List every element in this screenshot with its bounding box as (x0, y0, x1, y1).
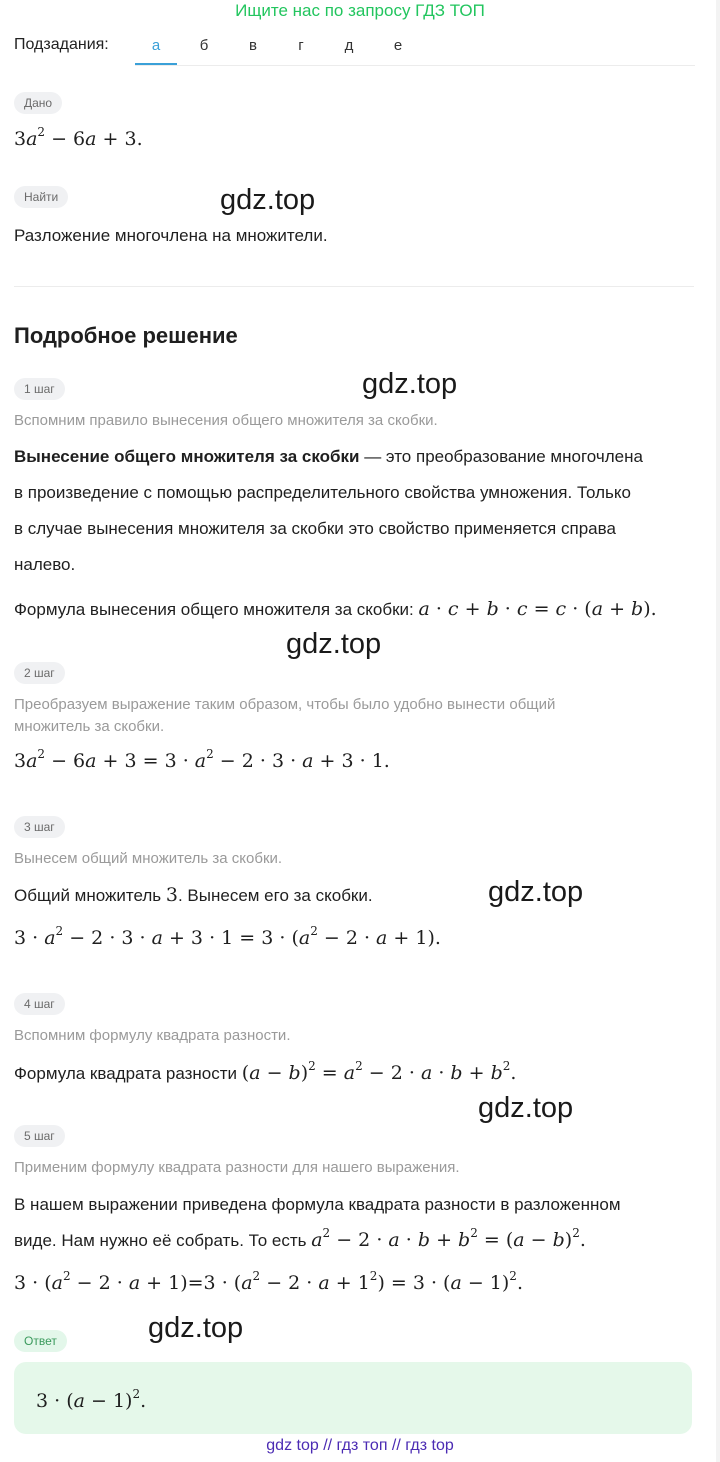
tab-a[interactable]: а (151, 37, 161, 54)
collapsed-formula: $a^2 - 2 \cdot a \cdot b + b^2 = (a - b)^2$. (311, 1226, 586, 1251)
distributive-formula: a · c + b · c = c · (a + b). (418, 598, 657, 620)
step-1-badge: 1 шаг (14, 378, 65, 400)
answer-expression: $3 \cdot (a - 1)^2$. (36, 1387, 147, 1412)
watermark: gdz.top (478, 1092, 574, 1124)
find-text: Разложение многочлена на множители. (14, 226, 328, 245)
step-1-formula (14, 591, 657, 628)
step-5-line-2-text: виде. Нам нужно её собрать. То есть (14, 1231, 307, 1250)
square-difference-label: Формула квадрата разности (14, 1064, 238, 1083)
tab-g[interactable]: г (298, 37, 304, 54)
watermark: gdz.top (362, 368, 458, 400)
step-1-definition-line-4: налево. (14, 555, 76, 574)
step-3-expression: $3 \cdot a^2 - 2 \cdot 3 \cdot a + 3 \cdot 1 = 3 \cdot (a^2 - 2 \cdot a + 1)$. (14, 924, 441, 949)
step-5-hint: Применим формулу квадрата разности для нашего выражения. (14, 1159, 460, 1176)
step-3-text (14, 877, 373, 914)
footer-links: gdz top // гдз топ // гдз top (266, 1437, 454, 1454)
step-2-hint-line-1: Преобразуем выражение таким образом, чтобы было удобно вынести общий (14, 696, 556, 713)
step-2-expression: $3a^2 - 6a + 3 = 3 \cdot a^2 - 2 \cdot 3 \cdot a + 3 \cdot 1$. (14, 747, 390, 772)
find-badge: Найти (14, 186, 68, 208)
step-5-badge: 5 шаг (14, 1125, 65, 1147)
definition-text: — это преобразование многочлена (359, 447, 643, 466)
watermark: gdz.top (148, 1312, 244, 1344)
answer-badge: Ответ (14, 1330, 67, 1352)
tabs-divider (135, 65, 695, 66)
subtasks-label: Подзадания: (14, 36, 109, 53)
square-difference-formula: $(a - b)^2 = a^2 - 2 \cdot a \cdot b + b^2$. (241, 1059, 517, 1084)
scrollbar-track[interactable] (716, 0, 720, 1462)
step-5-line-1: В нашем выражении приведена формула квадрата разности в разложенном (14, 1195, 621, 1214)
formula-label: Формула вынесения общего множителя за скобки: (14, 600, 414, 619)
search-banner: Ищите нас по запросу ГДЗ ТОП (235, 1, 485, 20)
step-5-line-2 (14, 1222, 586, 1259)
step-3-badge: 3 шаг (14, 816, 65, 838)
section-divider (14, 286, 694, 287)
step-4-hint: Вспомним формулу квадрата разности. (14, 1027, 291, 1044)
step-5-expression: $3 \cdot (a^2 - 2 \cdot a + 1)=3 \cdot (a^2 - 2 \cdot a + 1^2) = 3 \cdot (a - 1)^2$. (14, 1269, 523, 1294)
step-4-text (14, 1055, 516, 1092)
step-1-definition-line-3: в случае вынесения множителя за скобки это свойство применяется справа (14, 519, 616, 538)
step-3-hint: Вынесем общий множитель за скобки. (14, 850, 283, 867)
common-factor-label: Общий множитель (14, 886, 162, 905)
step-2-hint-line-2: множитель за скобки. (14, 718, 165, 735)
given-expression: $3a^2 - 6a + 3$. (14, 125, 143, 150)
step-1-definition-line-1 (14, 439, 643, 475)
common-factor-text: . Вынесем его за скобки. (177, 886, 373, 905)
common-factor-value: 3 (165, 884, 178, 906)
solution-heading: Подробное решение (14, 323, 238, 348)
tab-b[interactable]: б (199, 37, 209, 54)
watermark: gdz.top (488, 876, 584, 908)
tab-v[interactable]: в (249, 37, 257, 54)
watermark: gdz.top (220, 184, 316, 216)
step-4-badge: 4 шаг (14, 993, 65, 1015)
given-badge: Дано (14, 92, 62, 114)
definition-term: Вынесение общего множителя за скобки (14, 447, 360, 466)
tab-d[interactable]: д (344, 37, 354, 54)
tab-e[interactable]: е (393, 37, 403, 54)
watermark: gdz.top (286, 628, 382, 660)
step-2-badge: 2 шаг (14, 662, 65, 684)
step-1-definition-line-2: в произведение с помощью распределительного свойства умножения. Только (14, 483, 631, 502)
step-1-hint: Вспомним правило вынесения общего множителя за скобки. (14, 412, 438, 429)
active-tab-indicator (135, 63, 177, 65)
